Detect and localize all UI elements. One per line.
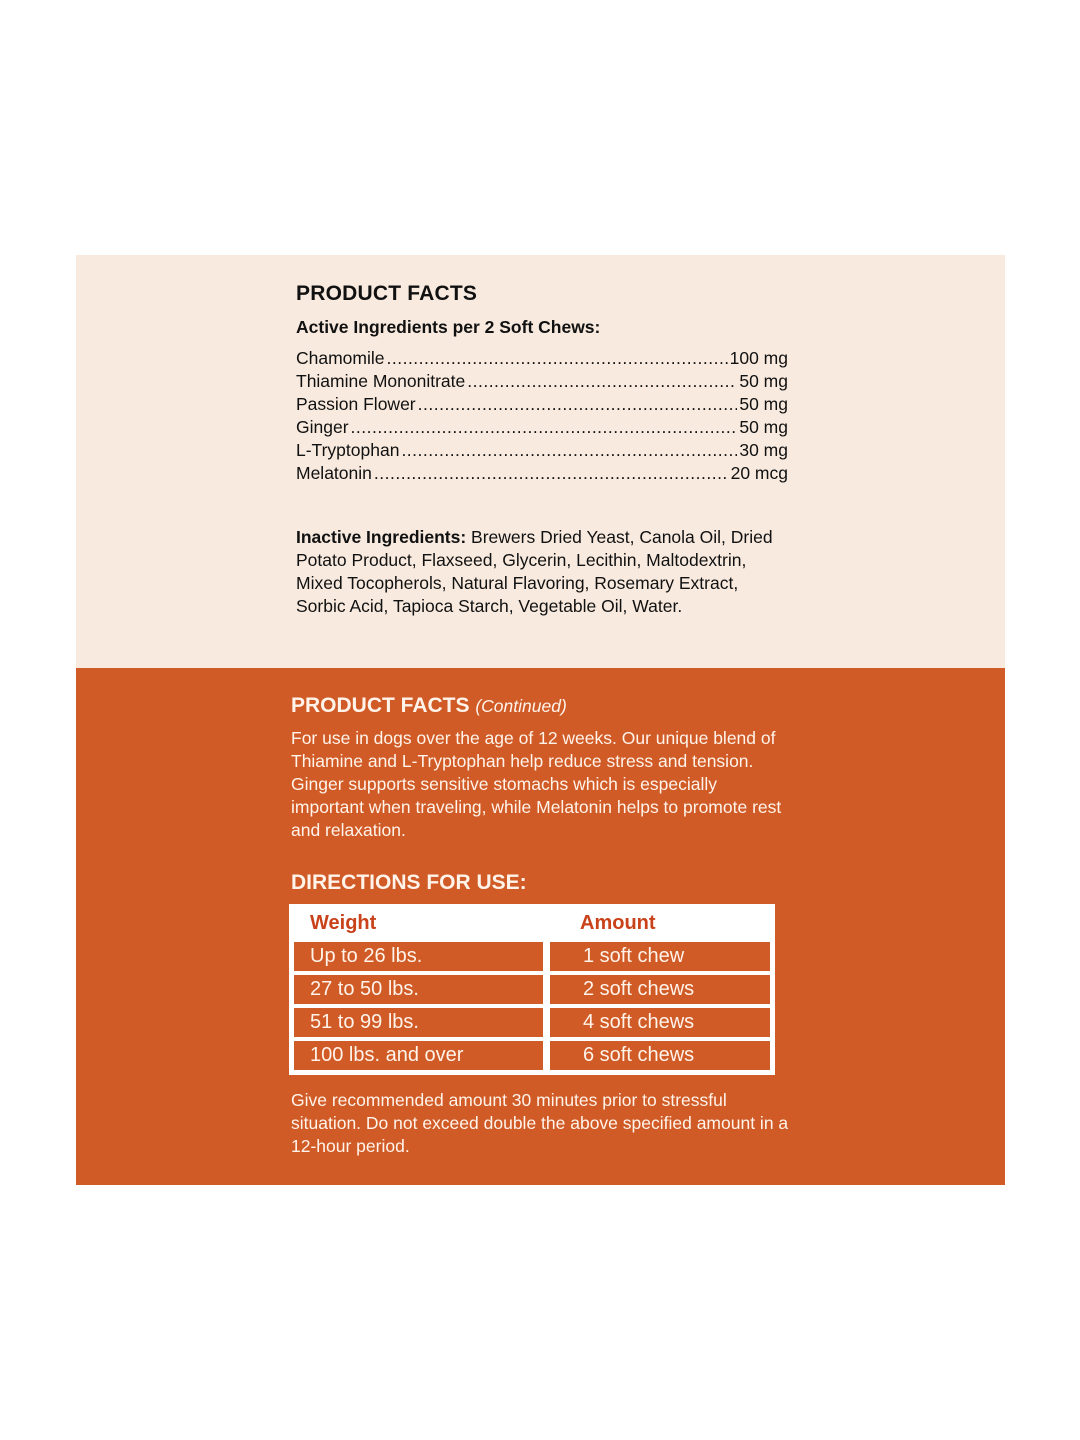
ingredient-name: L-Tryptophan <box>296 440 400 460</box>
ingredient-name: Melatonin <box>296 463 372 483</box>
ingredient-amount: 50 mg <box>739 371 788 391</box>
ingredient-name: Ginger <box>296 417 349 437</box>
ingredient-name: Thiamine Mononitrate <box>296 371 466 391</box>
ingredient-row <box>296 439 788 462</box>
active-ingredients-list <box>296 347 788 485</box>
directions-table-header <box>292 907 772 940</box>
leader-dots <box>467 370 737 393</box>
leader-dots <box>401 439 737 462</box>
table-row <box>292 940 772 973</box>
leader-dots <box>387 347 728 370</box>
ingredient-amount: 50 mg <box>739 417 788 437</box>
ingredient-name: Passion Flower <box>296 394 416 414</box>
active-ingredients-heading: Active Ingredients per 2 Soft Chews: <box>296 317 601 337</box>
ingredient-amount: 20 mcg <box>730 463 788 483</box>
ingredient-row <box>296 347 788 370</box>
weight-cell: 100 lbs. and over <box>292 1039 545 1072</box>
ingredient-row <box>296 416 788 439</box>
weight-cell: 51 to 99 lbs. <box>292 1006 545 1039</box>
table-row <box>292 1006 772 1039</box>
product-facts-panel <box>76 255 1005 668</box>
table-row <box>292 1039 772 1072</box>
ingredient-name: Chamomile <box>296 348 385 368</box>
product-facts-title: PRODUCT FACTS <box>296 282 478 305</box>
amount-cell: 1 soft chew <box>548 940 772 973</box>
leader-dots <box>374 462 729 485</box>
ingredient-amount: 50 mg <box>739 394 788 414</box>
directions-table <box>289 904 775 1075</box>
ingredient-amount: 100 mg <box>729 348 788 368</box>
ingredient-row <box>296 393 788 416</box>
product-facts-continued-content <box>291 693 791 1158</box>
ingredient-row <box>296 462 788 485</box>
inactive-ingredients-label: Inactive Ingredients: <box>296 527 467 547</box>
product-description: For use in dogs over the age of 12 weeks. Our unique blend of Thiamine and L-Tryptophan help reduce stress and tension. Ginger supports sensitive stomachs which is especially important when traveling, while Melatonin helps to promote rest and relaxation. <box>291 728 782 840</box>
continued-title-suffix: (Continued) <box>475 696 567 716</box>
table-row <box>292 973 772 1006</box>
dosage-note: Give recommended amount 30 minutes prior to stressful situation. Do not exceed double the above specified amount in a 12-hour period. <box>291 1090 789 1156</box>
ingredient-row <box>296 370 788 393</box>
weight-cell: Up to 26 lbs. <box>292 940 545 973</box>
amount-cell: 2 soft chews <box>548 973 772 1006</box>
ingredient-amount: 30 mg <box>739 440 788 460</box>
amount-cell: 6 soft chews <box>548 1039 772 1072</box>
leader-dots <box>418 393 738 416</box>
directions-title: DIRECTIONS FOR USE: <box>291 871 527 894</box>
weight-cell: 27 to 50 lbs. <box>292 973 545 1006</box>
continued-title <box>291 693 791 719</box>
amount-cell: 4 soft chews <box>548 1006 772 1039</box>
amount-header: Amount <box>580 912 656 934</box>
inactive-ingredients <box>296 526 788 618</box>
leader-dots <box>351 416 738 439</box>
weight-header: Weight <box>310 912 377 934</box>
continued-title-text: PRODUCT FACTS <box>291 694 470 717</box>
product-facts-continued-panel <box>76 668 1005 1185</box>
inactive-ingredients-text: Brewers Dried Yeast, Canola Oil, Dried Potato Product, Flaxseed, Glycerin, Lecithin, Maltodextrin, Mixed Tocopherols, Natural Flavoring, Rosemary Extract, Sorbic Acid, Tapioca Starch, Vegetable Oil, Water. <box>296 527 773 616</box>
product-facts-content <box>296 281 788 618</box>
